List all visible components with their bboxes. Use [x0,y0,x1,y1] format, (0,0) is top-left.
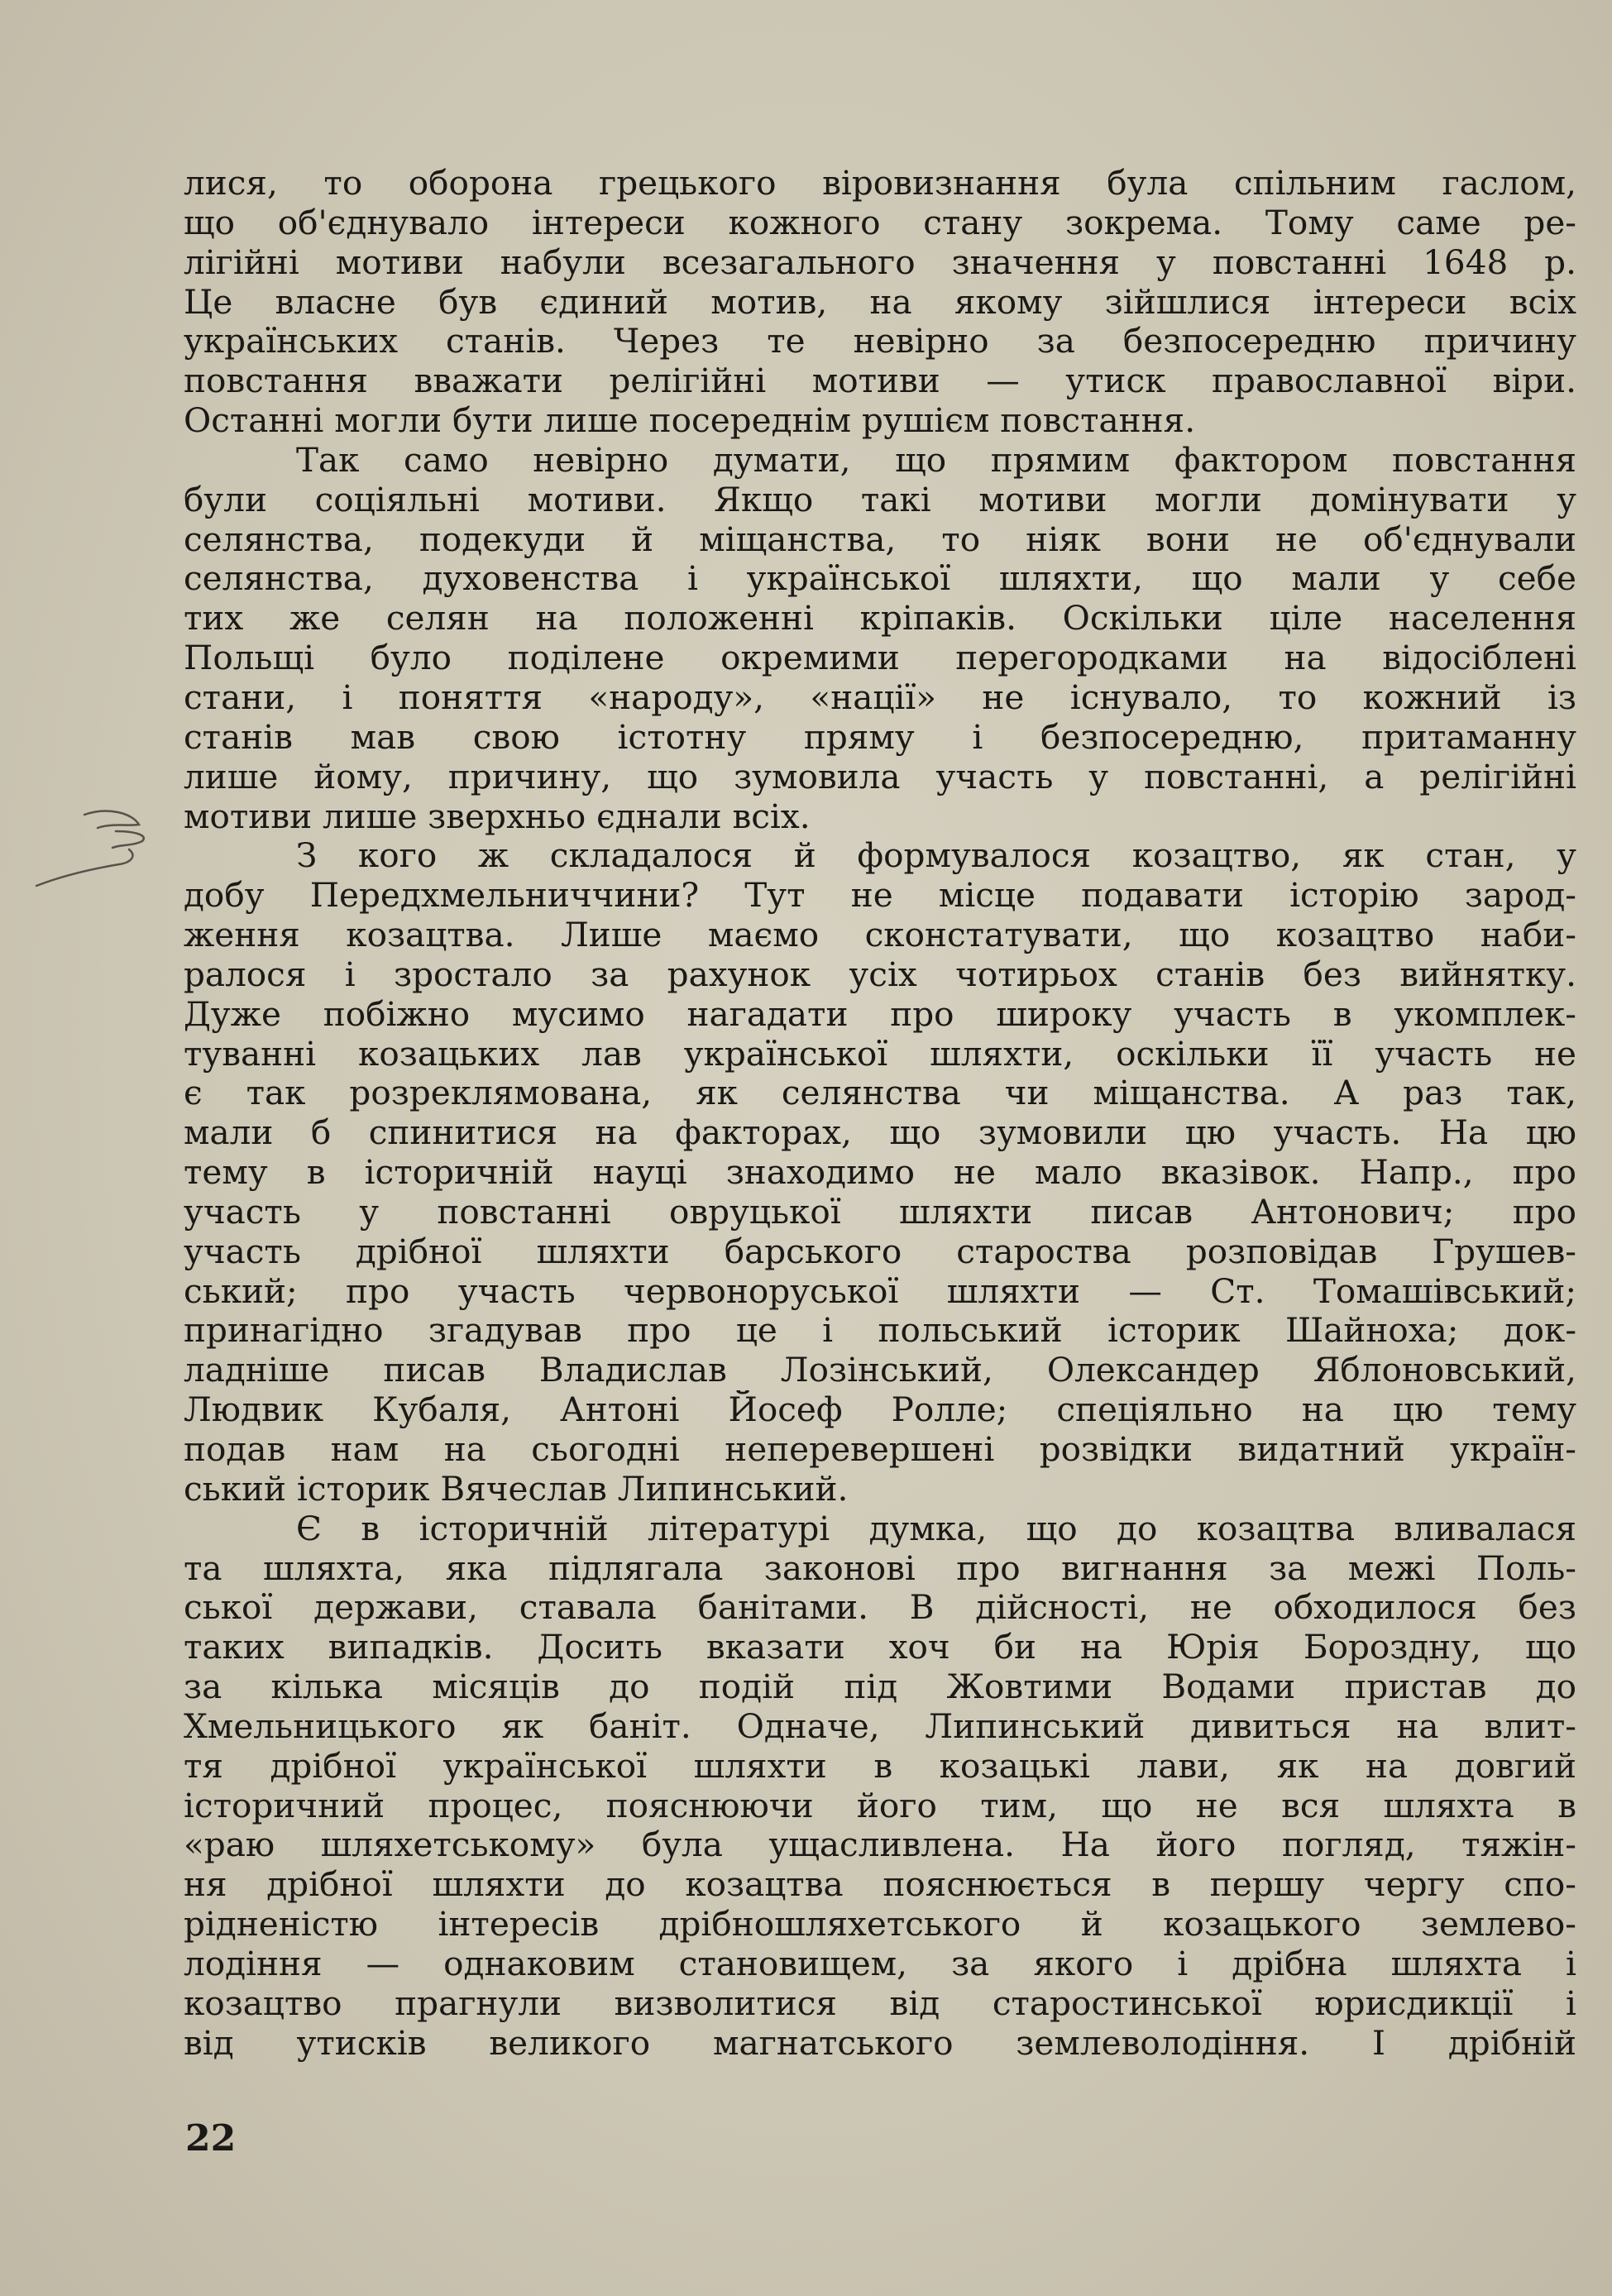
pencil-margin-mark [33,806,165,906]
text-line: за кілька місяців до подій під Жовтими Водами пристав до [184,1667,1576,1707]
text-line: Хмельницького як баніт. Одначе, Липинський дивиться на влит- [184,1706,1576,1746]
text-line: Є в історичній літературі думка, що до козацтва вливалася [296,1509,1576,1548]
text-line: та шляхта, яка підлягала законові про вигнання за межі Поль- [184,1548,1576,1588]
text-line: повстання вважати релігійні мотиви — утиск православної віри. [184,361,1576,401]
text-line: лися, то оборона грецького віровизнання була спільним гаслом, [184,164,1576,203]
text-line: Дуже побіжно мусимо нагадати про широку участь в укомплек- [184,994,1576,1034]
text-line: ралося і зростало за рахунок усіх чотирьох станів без вийнятку. [184,954,1576,994]
text-line: Це власне був єдиний мотив, на якому зійшлися інтереси всіх [184,282,1576,322]
text-line: що об'єднувало інтереси кожного стану зокрема. Тому саме ре- [184,203,1576,242]
text-line: козацтво прагнули визволитися від старостинської юрисдикції і [184,1983,1576,2023]
text-line: подав нам на сьогодні неперевершені розвідки видатний україн- [184,1430,1576,1469]
text-line: стани, і поняття «народу», «нації» не існувало, то кожний із [184,677,1576,717]
text-line: лише йому, причину, що зумовила участь у повстанні, а релігійні [184,757,1576,796]
text-line: селянства, духовенства і української шляхти, що мали у себе [184,559,1576,599]
paragraph [184,164,1576,441]
text-line: від утисків великого магнатського землеволодіння. І дрібній [184,2023,1576,2063]
text-line: «раю шляхетському» була ущасливлена. На його погляд, тяжін- [184,1825,1576,1865]
text-line: українських станів. Через те невірно за безпосередню причину [184,322,1576,361]
paragraph [184,441,1576,836]
text-line: добу Передхмельниччини? Тут не місце подавати історію зарод- [184,876,1576,916]
text-line: станів мав свою істотну пряму і безпосередню, притаманну [184,717,1576,757]
text-line: історичний процес, пояснюючи його тим, що не вся шляхта в [184,1786,1576,1825]
text-line: були соціяльні мотиви. Якщо такі мотиви могли домінувати у [184,480,1576,519]
text-line: Останні могли бути лише посереднім рушієм повстання. [184,401,1196,441]
page-number: 22 [185,2117,237,2160]
text-line: принагідно згадував про це і польський історик Шайноха; док- [184,1311,1576,1351]
text-line: тих же селян на положенні кріпаків. Оскільки ціле населення [184,599,1576,639]
text-line: тя дрібної української шляхти в козацькі лави, як на довгий [184,1746,1576,1786]
text-line: лігійні мотиви набули всезагального значення у повстанні 1648 р. [184,242,1576,282]
text-line: ладніше писав Владислав Лозінський, Олександер Яблоновський, [184,1351,1576,1390]
text-line: мотиви лише зверхньо єднали всіх. [184,796,811,836]
text-line: тему в історичній науці знаходимо не мало вказівок. Напр., про [184,1153,1576,1193]
text-line: ня дрібної шляхти до козацтва пояснюється в першу чергу спо- [184,1865,1576,1905]
text-line: є так розреклямована, як селянства чи міщанства. А раз так, [184,1074,1576,1113]
text-line: Людвик Кубаля, Антоні Йосеф Ролле; спеціяльно на цю тему [184,1390,1576,1430]
paragraph [184,836,1576,1509]
text-line: лодіння — однаковим становищем, за якого і дрібна шляхта і [184,1944,1576,1983]
body-text [184,164,1576,2064]
text-line: рідненістю інтересів дрібношляхетського й козацького землево- [184,1905,1576,1944]
text-line: ський історик Вячеслав Липинський. [184,1469,849,1509]
text-line: ження козацтва. Лише маємо сконстатувати, що козацтво наби- [184,916,1576,955]
text-line: Польщі було поділене окремими перегородками на відосіблені [184,639,1576,678]
text-line: таких випадків. Досить вказати хоч би на Юрія Бороздну, що [184,1628,1576,1667]
paragraph [184,1509,1576,2064]
text-line: ський; про участь червоноруської шляхти — Ст. Томашівський; [184,1271,1576,1311]
text-line: ської держави, ставала банітами. В дійсності, не обходилося без [184,1588,1576,1628]
text-line: мали б спинитися на факторах, що зумовили цю участь. На цю [184,1113,1576,1153]
text-line: З кого ж складалося й формувалося козацтво, як стан, у [296,836,1576,876]
text-line: туванні козацьких лав української шляхти, оскільки її участь не [184,1034,1576,1074]
text-line: участь дрібної шляхти барського староства розповідав Грушев- [184,1232,1576,1271]
text-line: селянства, подекуди й міщанства, то ніяк вони не об'єднували [184,519,1576,559]
text-line: Так само невірно думати, що прямим фактором повстання [296,440,1576,480]
text-line: участь у повстанні овруцької шляхти писав Антонович; про [184,1192,1576,1232]
